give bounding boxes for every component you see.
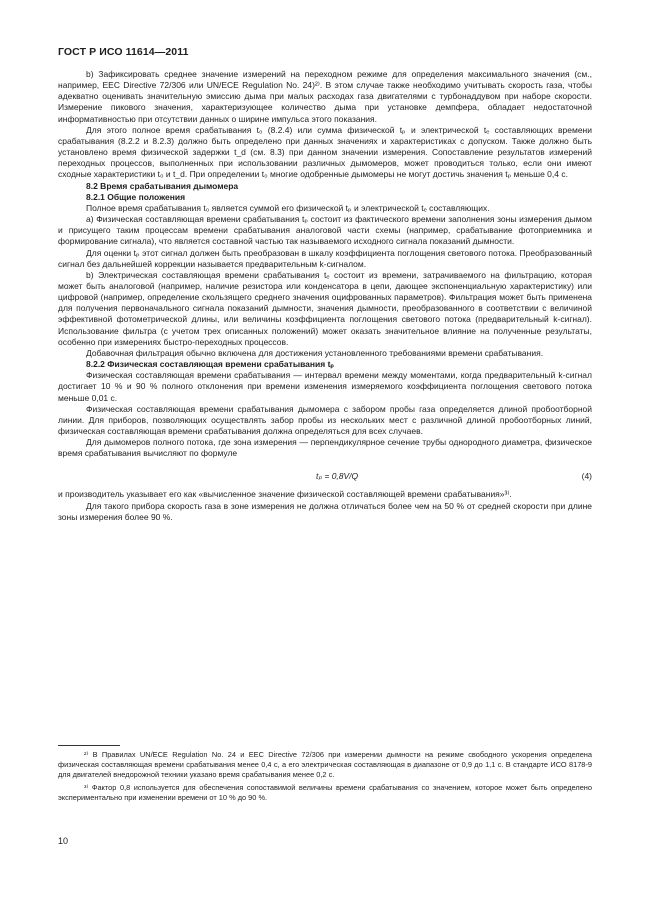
footnotes [58, 750, 592, 805]
page-number: 10 [58, 836, 69, 846]
paragraph: Физическая составляющая времени срабатывания дымомера с забором пробы газа определяется длиной пробоотборной линии. Для приборов, позволяющих осуществлять забор пробы из нескольких мест с различной длиной пробоотборных линий, физическая составляющая времени срабатывания должна определяться для всех случаев. [58, 403, 592, 436]
body-text [58, 69, 592, 523]
formula-number: (4) [581, 471, 592, 482]
section-heading: 8.2 Время срабатывания дымомера [86, 180, 239, 191]
paragraph: и производитель указывает его как «вычисленное значение физической составляющей времени срабатывания»³⁾. [58, 489, 512, 500]
subsection-heading: 8.2.2 Физическая составляющая времени срабатывания tₚ [86, 359, 335, 370]
standard-header: ГОСТ Р ИСО 11614—2011 [58, 46, 189, 58]
subsection-heading: 8.2.1 Общие положения [86, 191, 186, 202]
paragraph: Для дымомеров полного потока, где зона измерения — перпендикулярное сечение трубы однородного диаметра, физическое время срабатывания вычисляют по формуле [58, 437, 592, 459]
footnote: ³⁾ Фактор 0,8 используется для обеспечения сопоставимой величины времени срабатывания со значением, которое может быть определено экспериментально при изменении времени от 10 % до 90 %. [58, 782, 592, 802]
paragraph: Для этого полное время срабатывания t₀ (8.2.4) или сумма физической tₚ и электрической tₑ составляющих времени срабатывания (8.2.2 и 8.2.3) должно быть определено при данных значениях и характеристиках с допуском. Также должно быть установлено время физической задержки t_d (см. 8.3) при данном значении измерения. Сопоставление результатов измерений переходных процессов, выполненных при использовании различных дымомеров, может проводиться только, если они имеют сходные характеристики t₀ и t_d. При определении t₀ многие одобренные дымомеры не могут достичь значения tₚ меньше 0,4 с. [58, 124, 592, 180]
paragraph: а) Физическая составляющая времени срабатывания tₚ состоит из фактического времени заполнения зоны измерения дымом и присущего таким процессам времени срабатывания аналоговой части схемы (например, срабатывание фотоприемника и формирование сигнала), что является составной частью так называемого исходного сигнала показаний дымности. [58, 214, 592, 247]
paragraph: Для такого прибора скорость газа в зоне измерения не должна отличаться более чем на 50 % от средней скорости при длине зоны измерения более 90 %. [58, 500, 592, 522]
paragraph: Физическая составляющая времени срабатывания — интервал времени между моментами, когда предварительный k-сигнал достигает 10 % и 90 % полного отклонения при времени изменения измеряемого коэффициента поглощения светового потока меньше 0,01 с. [58, 370, 592, 403]
paragraph: Для оценки tₚ этот сигнал должен быть преобразован в шкалу коэффициента поглощения светового потока. Преобразованный сигнал без дальнейшей коррекции называется предварительным k-сигналом. [58, 247, 592, 269]
paragraph: b) Зафиксировать среднее значение измерений на переходном режиме для определения максимального значения (см., например, EEC Directive 72/306 или UN/ECE Regulation No. 24)²⁾. В этом случае также необходимо учитывать скорость газа, чтобы адекватно оценивать значительную эмиссию дыма при малых расходах газа двигателями с турбонаддувом при наборе скорости. Измерение пикового значения, характеризующее количество дыма при установке демпфера, обладает недостаточной информативностью при отсутствии данных о ширине импульса этого показания. [58, 69, 592, 124]
footnote: ²⁾ В Правилах UN/ECE Regulation No. 24 и EEC Directive 72/306 при измерении дымности на режиме свободного ускорения определена физическая составляющая времени срабатывания менее 0,4 с, а его электрическая составляющая в диапазоне от 0,9 до 1,1 с. В стандарте ИСО 8178-9 для двигателей внедорожной техники указано время срабатывания менее 0,2 с. [58, 750, 592, 780]
paragraph: Добавочная фильтрация обычно включена для достижения установленного требованиями времени срабатывания. [86, 347, 544, 358]
footnote-divider [58, 745, 120, 746]
formula-row [58, 463, 592, 489]
formula: tₚ = 0,8V/Q [316, 471, 359, 482]
paragraph: Полное время срабатывания t₀ является суммой его физической tₚ и электрической tₑ составляющих. [86, 202, 490, 213]
paragraph: b) Электрическая составляющая времени срабатывания tₑ состоит из времени, затрачиваемого на фильтрацию, которая может быть аналоговой (например, наличие резистора или конденсатора в цепи, дающее экспоненциальную характеристику) или цифровой (например, определение скользящего среднего значения оцифрованных параметров). Фильтрация может быть применена для получения первоначального сигнала показаний дымности, значения дымности, преобразованного в соответствии с величиной эффективной фотометрической длины, или величины коэффициента поглощения светового потока (предварительный k-сигнал). Использование фильтра (с учетом трех описанных положений) может оказать значительное влияние на полученные результаты, особенно при измерениях быстро-переходных процессов. [58, 269, 592, 347]
